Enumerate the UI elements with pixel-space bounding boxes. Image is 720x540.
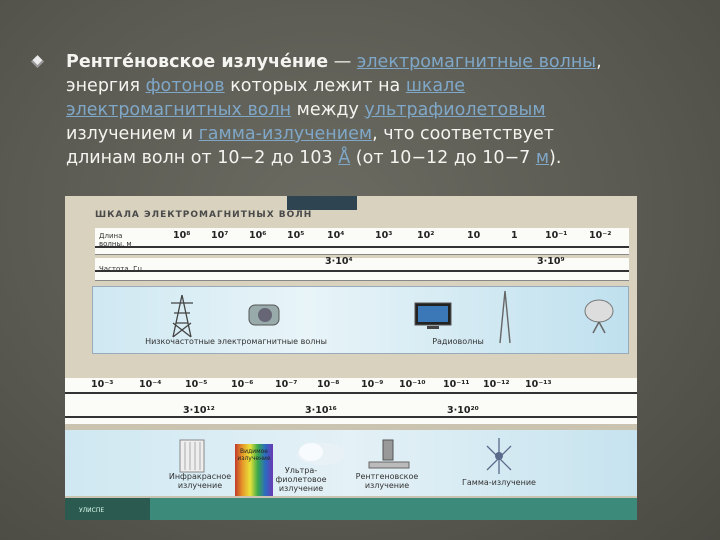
poster-title: ШКАЛА ЭЛЕКТРОМАГНИТНЫХ ВОЛН [95,210,313,220]
infrared-label: Инфракрасное излучение [168,472,232,490]
wavelength-label: Длина волны, м [99,232,132,248]
tick: 10² [417,230,435,241]
tick: 10⁶ [249,230,267,241]
low-frequency-label: Низкочастотные электромагнитные волны [145,337,327,346]
link-ultraviolet[interactable]: ультрафиолетовым [364,100,546,120]
tick: 3·10¹² [183,405,215,416]
text-end: ). [549,148,562,168]
bullet-diamond-icon [31,55,44,68]
text-lies-on: которых лежит на [224,76,406,96]
tick: 10 [467,230,481,241]
text-corresponds: , что соответствует [372,124,554,144]
publisher-logo-text: УЛИСПЕ [79,507,105,514]
tick: 10⁴ [327,230,345,241]
tick: 3·10⁹ [537,256,565,267]
wavelength-ruler [95,228,629,255]
tick: 10⁻¹¹ [443,379,470,390]
tick: 10⁻⁶ [231,379,254,390]
poster-top-bar [287,196,357,210]
tick: 10⁻⁴ [139,379,162,390]
text-radiation-and: излучением и [66,124,199,144]
text-dash: — [328,52,357,72]
satellite-dish-icon [581,295,619,335]
ruler-axis [65,416,637,418]
text-from-to: (от 10−12 до 10−7 [350,148,536,168]
ruler-axis [95,246,629,248]
link-angstrom[interactable]: Å [338,148,351,168]
power-tower-icon [165,293,199,339]
cloud-sky-icon [293,438,349,468]
tick: 10⁻⁷ [275,379,298,390]
xray-label: Рентгеновское излучение [355,472,419,490]
tick: 10⁷ [211,230,229,241]
poster-footer-dark [65,498,150,520]
frequency-ruler [95,258,629,281]
text-energy: энергия [66,76,146,96]
link-photons[interactable]: фотонов [145,76,225,96]
gamma-source-icon [479,434,519,478]
tick: 10⁻⁵ [185,379,208,390]
tick: 3·10¹⁶ [305,405,337,416]
radiator-icon [177,438,207,476]
text-wavelengths: длинам волн от 10−2 до 103 [66,148,339,168]
em-spectrum-poster [65,196,637,520]
tick: 10⁵ [287,230,305,241]
gamma-label: Гамма-излучение [462,478,536,487]
term: Рентге́новское излуче́ние [66,52,329,72]
text-comma: , [596,52,602,72]
infrared-to-gamma-band [65,430,637,496]
low-frequency-radio-band [92,286,629,354]
tick: 10⁻⁹ [361,379,384,390]
tick: 10⁸ [173,230,191,241]
tick: 10³ [375,230,393,241]
link-electromagnetic-waves[interactable]: электромагнитные волны [356,52,597,72]
ultraviolet-label: Ультра-фиолетовое излучение [275,466,327,493]
tick: 3·10⁴ [325,256,353,267]
tick: 10⁻¹³ [525,379,552,390]
definition-paragraph [66,50,686,170]
visible-label: Видимое излучение [237,448,271,462]
poster-footer [65,498,637,520]
link-gamma[interactable]: гамма-излучением [198,124,373,144]
tick: 10⁻¹⁰ [399,379,426,390]
link-meter[interactable]: м [535,148,550,168]
frequency-label: Частота, Гц [99,265,143,273]
tick: 10⁻² [589,230,612,241]
tick: 10⁻¹² [483,379,510,390]
tick: 10⁻³ [91,379,114,390]
tick: 3·10²⁰ [447,405,479,416]
link-scale[interactable]: шкале [405,76,466,96]
radio-waves-label: Радиоволны [432,337,484,346]
tick: 1 [511,230,518,241]
generator-icon [243,299,287,331]
tv-icon [413,301,453,331]
tick: 10⁻¹ [545,230,568,241]
ruler-axis [65,392,637,394]
visible-spectrum-bar [235,444,273,496]
link-em-waves[interactable]: электромагнитных волн [66,100,292,120]
tick: 10⁻⁸ [317,379,340,390]
ruler-axis [95,270,629,272]
text-between: между [291,100,365,120]
xray-machine-icon [365,436,413,476]
short-wavelength-ruler [65,378,637,424]
